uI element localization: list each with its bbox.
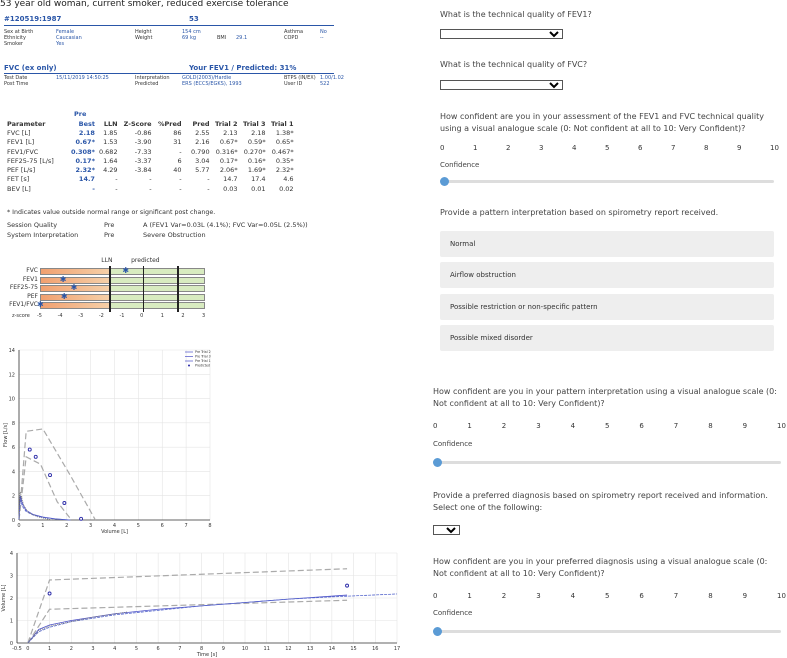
scale-tick-label: 7 [673, 422, 679, 430]
y-tick-label: 12 [8, 372, 15, 379]
table-cell: 14.7 [78, 175, 95, 184]
table-cell: 0.65* [275, 138, 294, 147]
y-tick-label: 4 [11, 469, 15, 476]
patient-id: #120519:1987 [4, 15, 62, 23]
table-header: Pred [192, 119, 210, 128]
lln-label: LLN [101, 257, 113, 264]
system-interp-pre: Pre [104, 231, 115, 239]
scale-tick-label: 1 [467, 422, 472, 430]
scale-tick-label: 6 [639, 592, 644, 600]
info-cell: No [320, 29, 327, 35]
scale-tick-label: 8 [708, 422, 713, 430]
table-row [5, 138, 296, 147]
scale-tick-label: 0 [440, 144, 445, 152]
predicted-point [49, 474, 52, 477]
divider [4, 25, 334, 26]
patient-age: 53 [189, 15, 199, 23]
table-cell: 2.16 [195, 138, 210, 147]
fev1-quality-select[interactable] [440, 29, 563, 39]
table-cell: 1.64 [103, 156, 118, 165]
table-cell: - [149, 184, 152, 193]
x-tick-label: 6 [156, 646, 160, 652]
zscore-tick: 2 [181, 312, 185, 319]
table-cell: - [149, 175, 152, 184]
x-tick-label: 4 [112, 523, 117, 529]
y-tick-label: 2 [9, 596, 13, 602]
legend-label: Pre Trial 3 [195, 354, 211, 359]
table-cell: 14.7 [223, 175, 238, 184]
table-cell: 0.17* [75, 156, 95, 165]
scale-tick-label: 3 [536, 422, 541, 430]
table-cell: -3.37 [134, 156, 152, 165]
x-tick-label: 3 [89, 523, 93, 529]
scale-tick-label: 1 [473, 144, 478, 152]
pattern-option-normal[interactable]: Normal [440, 231, 774, 257]
table-cell: 0.67* [219, 138, 238, 147]
zscore-row-label: PEF [27, 292, 38, 300]
table-cell: - [179, 147, 182, 156]
zscore-marker: ✱ [37, 300, 44, 309]
scale-tick-label: 0 [433, 592, 438, 600]
info-cell: BMI [217, 35, 227, 41]
y-tick-label: 1 [9, 618, 13, 625]
x-tick-label: -0.5 [12, 646, 22, 652]
x-tick-label: 6 [160, 523, 164, 529]
x-tick-label: 1 [41, 523, 45, 529]
zscore-reference-line [177, 266, 179, 312]
table-cell: 0.02 [279, 184, 294, 193]
scale-tick-label: 9 [737, 144, 742, 152]
scale-tick-label: 3 [536, 592, 541, 600]
table-cell: 2.06* [219, 166, 238, 175]
table-cell: 4.29 [103, 166, 118, 175]
info-cell: -- [320, 35, 324, 41]
y-axis-label: Volume [L] [1, 584, 7, 612]
x-tick-label: 9 [221, 646, 225, 652]
scale-tick-label: 5 [605, 422, 610, 430]
series-line [19, 492, 52, 520]
y-tick-label: 2 [11, 493, 15, 500]
zscore-bar [40, 302, 205, 309]
x-tick-label: 0 [17, 523, 21, 529]
pattern-option-restriction[interactable]: Possible restriction or non-specific pattern [440, 294, 774, 320]
table-cell: - [179, 175, 182, 184]
table-cell: 0.35* [275, 156, 294, 165]
confidence-slider-knob[interactable] [433, 627, 442, 636]
table-cell: 0.59* [247, 138, 266, 147]
x-tick-label: 2 [65, 523, 69, 529]
footnote: * Indicates value outside normal range or significant post change. [7, 209, 216, 216]
x-tick-label: 4 [113, 646, 117, 652]
zscore-row-label: FEF25-75 [9, 284, 38, 291]
table-cell: 0.790 [190, 147, 210, 156]
confidence-label: Confidence [440, 161, 480, 169]
scale-tick-label: 0 [433, 422, 438, 430]
zscore-axis-label: z-score [12, 312, 30, 319]
info-cell: Asthma [284, 29, 304, 35]
x-tick-label: 7 [178, 646, 182, 652]
y-tick-label: 0 [9, 641, 13, 647]
scale-tick-label: 5 [605, 144, 610, 152]
confidence-label: Confidence [433, 609, 473, 617]
zscore-reference-line [109, 266, 111, 312]
system-interp-value: Severe Obstruction [143, 231, 206, 239]
scale-tick-label: 6 [638, 144, 643, 152]
predicted-point [34, 455, 37, 458]
table-row [5, 128, 296, 137]
table-cell: 6 [177, 156, 182, 165]
zscore-reference-line [143, 266, 144, 312]
test-info-cell: GOLD(2003)/Hardie [182, 75, 232, 81]
zscore-row-label: FVC [26, 267, 38, 274]
table-header: Best [78, 119, 95, 128]
table-cell: 17.4 [251, 175, 266, 184]
x-tick-label: 10 [241, 646, 249, 652]
test-info-cell: ERS (ECCS/EGKS), 1993 [182, 81, 242, 87]
x-axis-label: Volume [L] [101, 529, 128, 535]
scale-tick-label: 7 [671, 144, 676, 152]
table-cell: FEF25-75 [L/s] [7, 156, 54, 165]
table-cell: -3.90 [134, 138, 152, 147]
table-cell: 0.03 [223, 184, 238, 193]
table-cell: 3.04 [195, 156, 210, 165]
info-cell: Yes [56, 41, 65, 47]
divider [4, 73, 334, 74]
table-row [5, 147, 296, 156]
info-cell: Caucasian [56, 35, 82, 41]
x-tick-label: 2 [69, 646, 73, 652]
test-info-cell: User ID [284, 81, 303, 87]
pattern-option-airflow-obstruction[interactable]: Airflow obstruction [440, 262, 774, 288]
legend-label: Predicted [195, 363, 210, 368]
table-cell: 2.32* [275, 166, 294, 175]
zscore-chart [0, 255, 215, 330]
table-cell: - [92, 184, 95, 193]
zscore-row-label: FEV1 [22, 275, 38, 283]
q-diagnosis: Provide a preferred diagnosis based on spirometry report received and information. Select one of the following: [433, 491, 768, 512]
scale-tick-label: 4 [570, 422, 576, 430]
test-info-cell: 522 [320, 81, 330, 87]
table-cell: - [115, 184, 118, 193]
x-tick-label: 12 [285, 646, 292, 652]
q-pattern: Provide a pattern interpretation based on spirometry report received. [440, 208, 719, 217]
table-cell: FVC [L] [7, 128, 31, 137]
y-tick-label: 0 [11, 518, 15, 524]
results-table [5, 119, 296, 193]
test-info-cell: 15/11/2019 14:50:25 [56, 75, 109, 81]
scale-tick-label: 9 [742, 592, 748, 600]
table-cell: 0.01 [251, 184, 266, 193]
scale-tick-label: 10 [770, 144, 779, 152]
legend-label: Pre Trial 1 [195, 359, 211, 363]
session-quality-label: Session Quality [7, 221, 58, 229]
scale-tick-label: 2 [501, 422, 507, 430]
y-tick-label: 10 [8, 396, 15, 403]
table-row [5, 184, 296, 193]
table-header: LLN [103, 119, 118, 128]
confidence-slider-track[interactable] [437, 461, 781, 464]
table-cell: 0.682 [98, 147, 118, 156]
y-tick-label: 3 [9, 573, 13, 580]
table-cell: 40 [173, 166, 182, 175]
table-cell: PEF [L/s] [7, 166, 36, 175]
table-cell: -7.33 [134, 147, 152, 156]
confidence-scale [433, 592, 786, 602]
table-cell: - [115, 175, 118, 184]
pre-header: Pre [74, 110, 87, 118]
session-quality-value: A (FEV1 Var=0.03L (4.1%); FVC Var=0.05L (2.5%)) [143, 221, 308, 229]
legend-marker [188, 365, 190, 367]
test-info-cell: 1.00/1.02 [320, 75, 344, 81]
x-tick-label: 7 [184, 523, 188, 529]
x-tick-label: 17 [393, 646, 400, 652]
table-header: Parameter [7, 119, 46, 128]
info-cell: Height [135, 29, 152, 35]
volume-time-chart [0, 548, 400, 658]
table-cell: 1.69* [247, 166, 266, 175]
table-cell: 2.18 [251, 128, 266, 137]
scale-tick-label: 10 [777, 592, 786, 600]
scale-tick-label: 8 [704, 144, 709, 152]
confidence-slider-track[interactable] [444, 180, 774, 183]
table-cell: 0.270* [243, 147, 266, 156]
predicted-point [28, 448, 31, 451]
table-cell: 2.32* [75, 166, 95, 175]
test-info-cell: Interpretation [135, 75, 170, 81]
zscore-tick: 1 [160, 312, 164, 319]
scale-tick-label: 10 [777, 422, 786, 430]
table-cell: 1.53 [103, 138, 118, 147]
table-cell: 2.18 [78, 128, 95, 137]
confidence-slider-track[interactable] [437, 630, 781, 633]
table-cell: 0.16* [247, 156, 266, 165]
table-cell: 0.17* [219, 156, 238, 165]
x-tick-label: 0 [26, 646, 30, 652]
table-header: Trial 3 [243, 119, 266, 128]
q-fev1-quality: What is the technical quality of FEV1? [440, 10, 592, 19]
info-cell: COPD [284, 35, 299, 41]
scale-tick-label: 2 [501, 592, 507, 600]
table-cell: FEV1 [L] [7, 138, 35, 147]
x-tick-label: 5 [136, 523, 140, 529]
info-cell: Female [56, 29, 75, 35]
info-cell: Smoker [4, 41, 23, 47]
test-info-cell: BTPS (IN/EX) [284, 75, 316, 81]
scale-tick-label: 6 [639, 422, 644, 430]
table-cell: 5.77 [195, 166, 210, 175]
table-cell: 31 [173, 138, 182, 147]
zscore-tick: -1 [119, 312, 125, 319]
zscore-marker: ✱ [59, 274, 67, 284]
x-axis-label: Time [s] [196, 652, 218, 658]
table-cell: FET [s] [7, 175, 30, 184]
zscore-tick: -5 [37, 312, 42, 319]
x-tick-label: 8 [199, 646, 204, 652]
scale-tick-label: 9 [742, 422, 748, 430]
info-cell: 154 cm [182, 29, 201, 35]
zscore-tick: 0 [140, 312, 144, 319]
table-cell: 0.467* [271, 147, 294, 156]
confidence-label: Confidence [433, 440, 473, 448]
y-tick-label: 8 [11, 420, 15, 427]
predicted-label: predicted [131, 257, 160, 264]
scale-tick-label: 4 [572, 144, 577, 152]
report-title: 53 year old woman, current smoker, reduced exercise tolerance [0, 0, 289, 9]
flow-volume-chart [0, 345, 215, 535]
test-info-cell: Test Date [4, 75, 28, 81]
scale-tick-label: 3 [539, 144, 544, 152]
table-header: %Pred [158, 119, 182, 128]
q-confidence-diagnosis: How confident are you in your preferred diagnosis using a visual analogue scale (0: Not confident at all to 10: Very Confident)? [433, 557, 768, 578]
zscore-tick: -2 [98, 312, 104, 319]
x-tick-label: 3 [91, 646, 95, 652]
predicted-point [346, 584, 349, 587]
zscore-marker: ✱ [70, 283, 78, 292]
table-cell: 0.316* [215, 147, 238, 156]
confidence-scale [440, 144, 779, 154]
table-cell: -3.84 [134, 166, 152, 175]
table-row [5, 156, 296, 165]
diagnosis-select[interactable] [433, 525, 460, 535]
q-confidence-pattern: How confident are you in your pattern interpretation using a visual analogue scale (0: Not confident at all to 10: Very Confident)? [433, 387, 777, 408]
q-fvc-quality: What is the technical quality of FVC? [440, 60, 588, 69]
info-cell: Weight [135, 35, 153, 41]
table-cell: - [207, 175, 210, 184]
table-cell: 2.55 [195, 128, 210, 137]
table-cell: -0.86 [134, 128, 152, 137]
pattern-option-mixed[interactable]: Possible mixed disorder [440, 325, 774, 351]
table-cell: 2.13 [223, 128, 238, 137]
info-cell: Sex at Birth [4, 29, 34, 35]
scale-tick-label: 2 [506, 144, 511, 152]
scale-tick-label: 1 [467, 592, 472, 600]
x-tick-label: 13 [306, 646, 314, 652]
x-tick-label: 16 [372, 646, 379, 652]
table-cell: 0.308* [71, 147, 95, 156]
session-quality-pre: Pre [104, 221, 115, 229]
x-tick-label: 15 [350, 646, 357, 652]
q-confidence-quality: How confident are you in your assessment of the FEV1 and FVC technical quality using a visual analogue scale (0: Not confident at all to 10: Very Confident)? [440, 112, 764, 133]
table-row [5, 165, 296, 174]
table-cell: FEV1/FVC [7, 147, 39, 156]
y-tick-label: 14 [8, 348, 15, 354]
predicted-point [48, 592, 51, 595]
info-cell: Ethnicity [4, 35, 26, 41]
x-tick-label: 1 [47, 646, 52, 652]
table-header: Trial 2 [215, 119, 238, 128]
table-row [5, 175, 296, 184]
legend-label: Pre Trial 2 [195, 350, 211, 354]
test-name: FVC (ex only) [4, 64, 57, 72]
table-cell: 86 [173, 128, 182, 137]
system-interp-label: System Interpretation [7, 231, 79, 239]
fev1-predicted: Your FEV1 / Predicted: 31% [189, 64, 297, 72]
info-cell: 69 kg [182, 35, 197, 41]
fvc-quality-select[interactable] [440, 80, 563, 90]
zscore-tick: 3 [202, 312, 206, 319]
predicted-point [63, 502, 66, 505]
y-axis-label: Flow [L/s] [3, 423, 9, 447]
test-info-cell: Post Time [4, 81, 29, 87]
zscore-marker: ✱ [60, 291, 68, 301]
test-info-cell: Predicted [135, 81, 159, 87]
info-cell: 29.1 [236, 35, 248, 41]
table-header: Trial 1 [271, 119, 294, 128]
x-tick-label: 5 [134, 646, 139, 652]
table-cell: - [207, 184, 210, 193]
table-cell: 1.85 [103, 128, 118, 137]
table-cell: 1.38* [275, 128, 294, 137]
predicted-envelope [28, 569, 347, 643]
x-tick-label: 14 [328, 646, 336, 652]
scale-tick-label: 5 [605, 592, 610, 600]
y-tick-label: 4 [9, 551, 13, 557]
predicted-envelope [19, 429, 95, 520]
predicted-point [80, 517, 83, 520]
scale-tick-label: 4 [570, 592, 576, 600]
confidence-slider-knob[interactable] [433, 458, 442, 467]
scale-tick-label: 8 [708, 592, 713, 600]
table-cell: BEV [L] [7, 184, 31, 193]
confidence-slider-knob[interactable] [440, 177, 449, 186]
zscore-row-label: FEV1/FVC [9, 301, 38, 308]
x-tick-label: 8 [208, 523, 212, 529]
table-header: Z-Score [123, 119, 152, 128]
zscore-tick: -3 [78, 312, 84, 319]
zscore-marker: ✱ [122, 266, 130, 275]
table-cell: - [179, 184, 182, 193]
table-cell: 4.6 [283, 175, 294, 184]
zscore-tick: -4 [57, 312, 63, 319]
scale-tick-label: 7 [673, 592, 679, 600]
confidence-scale [433, 422, 786, 432]
y-tick-label: 6 [11, 445, 15, 452]
x-tick-label: 11 [263, 646, 270, 652]
table-cell: 0.67* [75, 138, 95, 147]
